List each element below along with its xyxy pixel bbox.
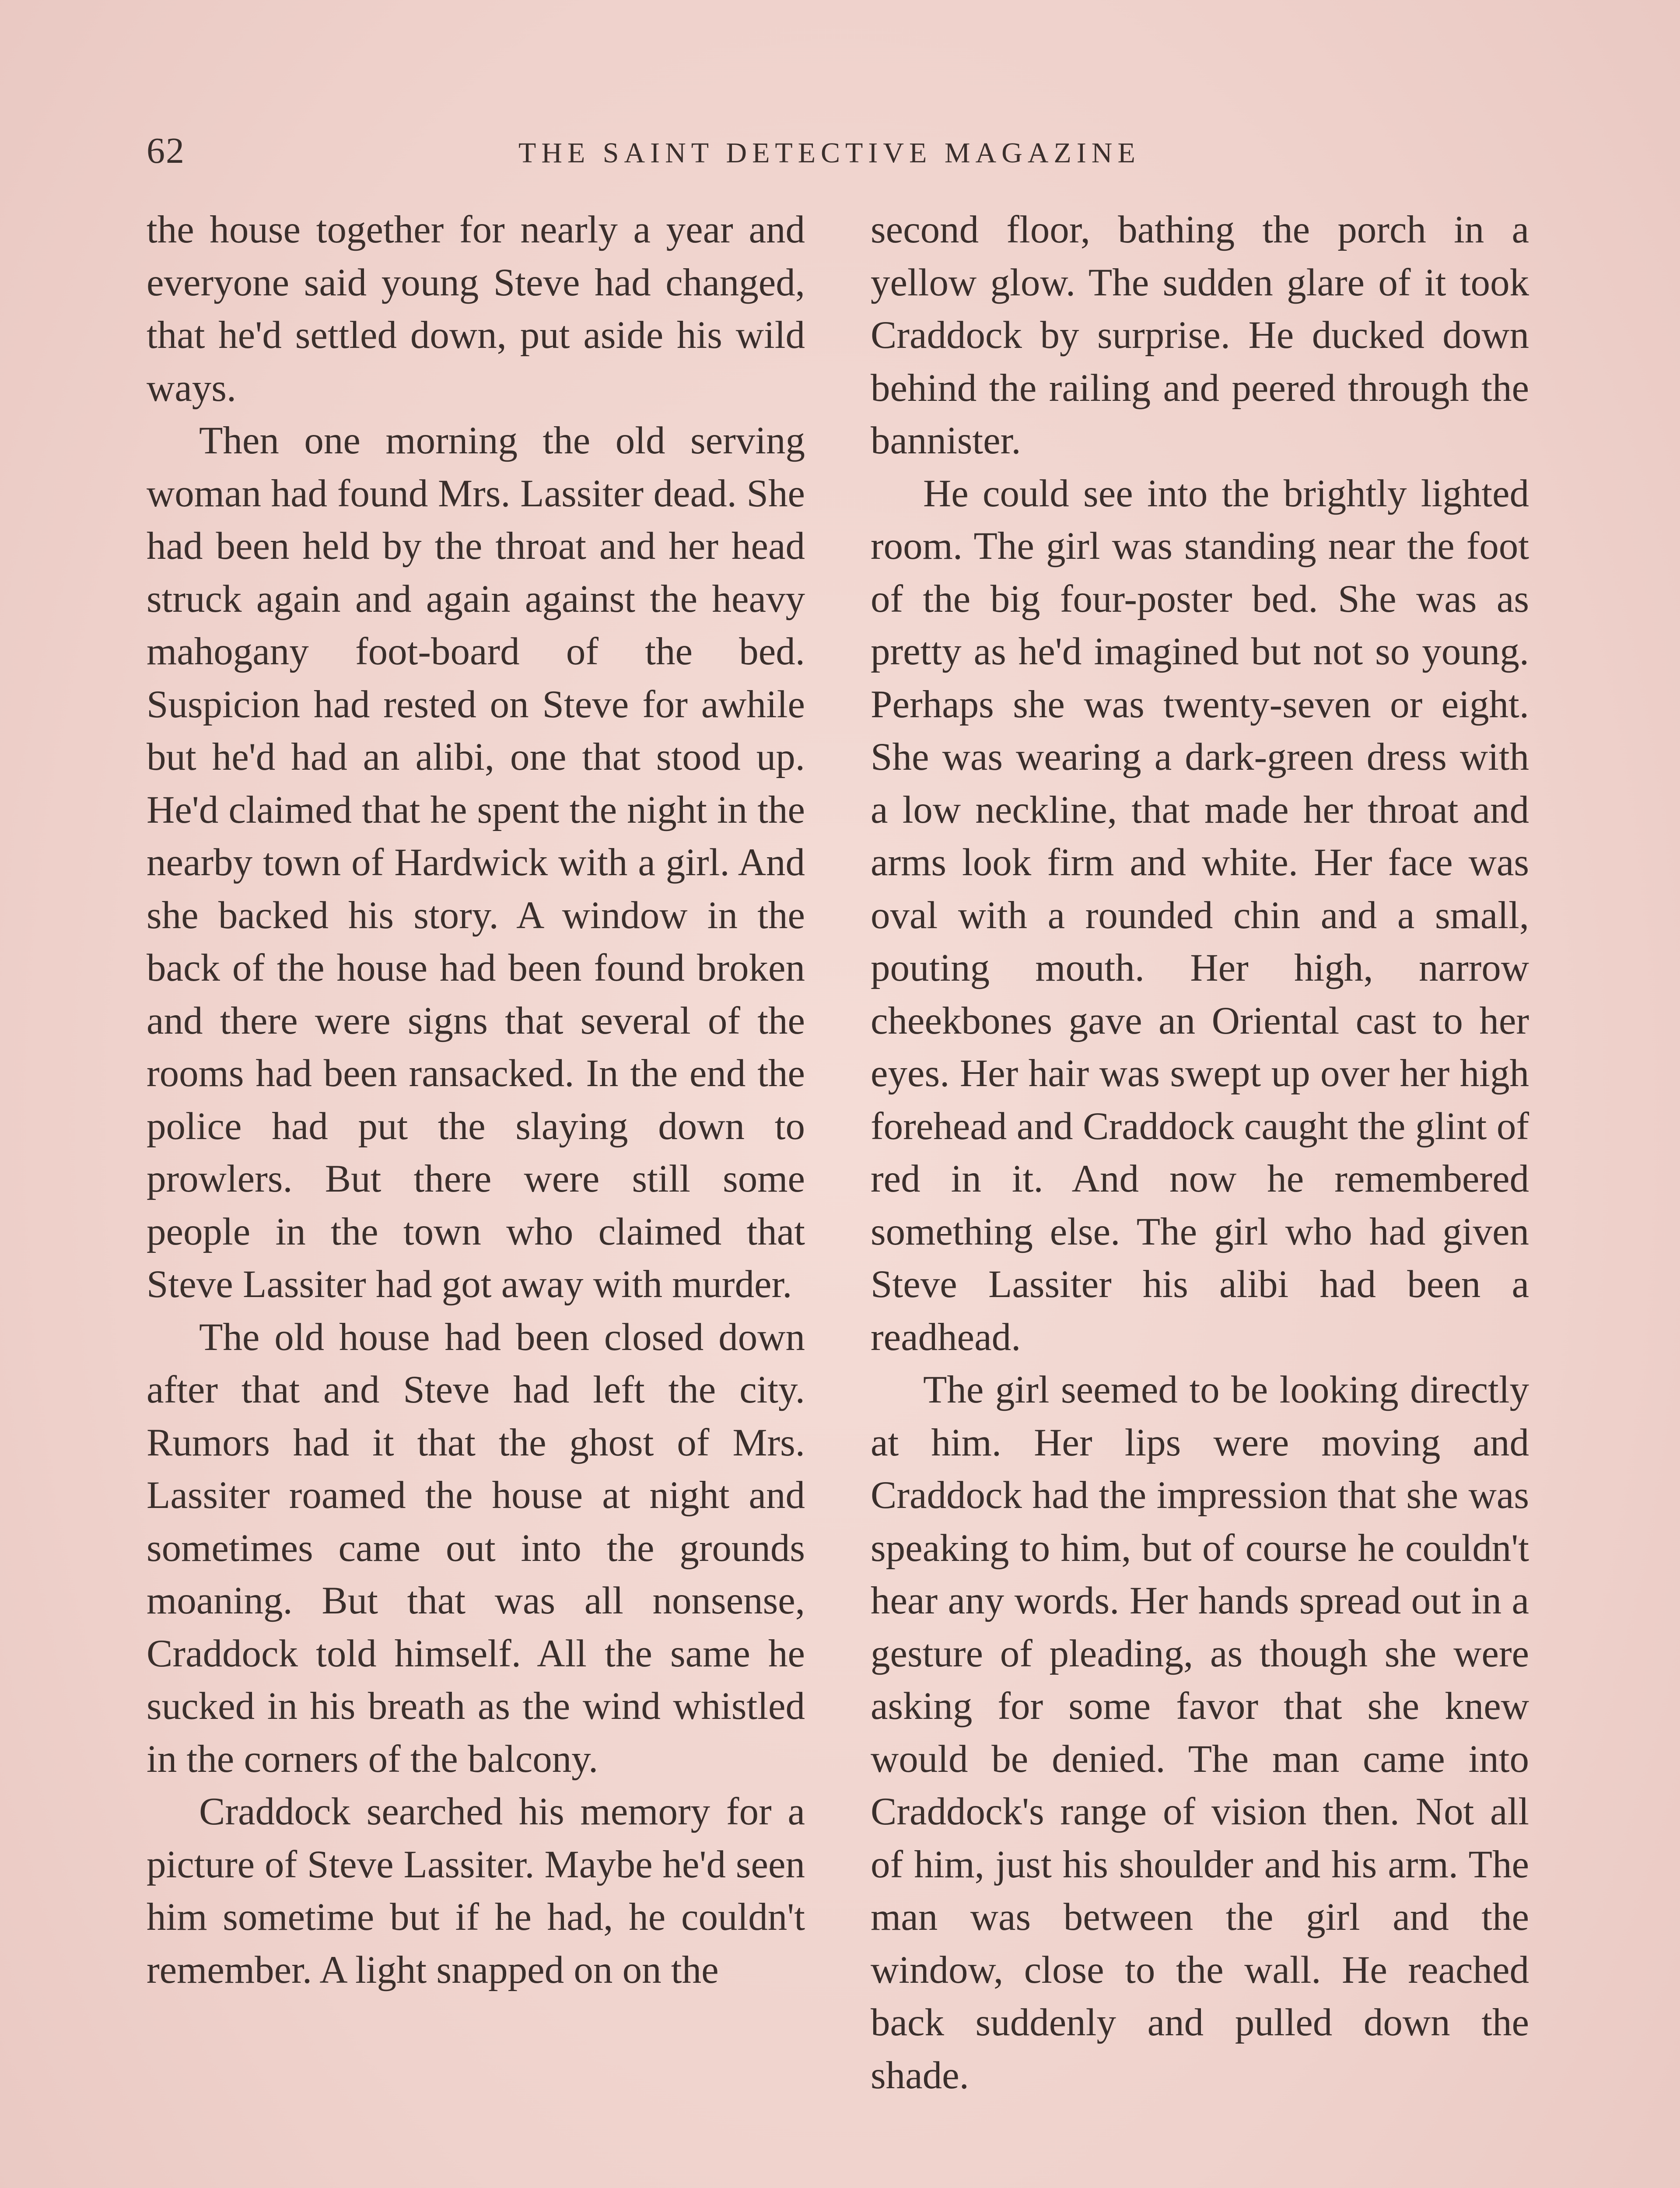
magazine-title: THE SAINT DETECTIVE MAGAZINE xyxy=(518,137,1141,169)
paragraph: He could see into the brightly lighted room. The girl was standing near the foot of the big four-poster bed. She was as pretty as he'd imagined but not so young. Perhaps she was twenty-seven or eight. She was wearing a dark-green dress with a low neckline, that made her throat and arms look firm and white. Her face was oval with a rounded chin and a small, pouting mouth. Her high, narrow cheekbones gave an Oriental cast to her eyes. Her hair was swept up over her high forehead and Craddock caught the glint of red in it. And now he remembered something else. The girl who had given Steve Lassiter his alibi had been a readhead. xyxy=(871,472,1529,1359)
paragraph: The old house had been closed down after that and Steve had left the city. Rumors had it that the ghost of Mrs. Lassiter roamed the house at night and sometimes came out into the grounds moaning. But that was all nonsense, Craddock told himself. All the same he sucked in his breath as the wind whistled in the corners of the balcony. xyxy=(147,1315,805,1781)
paragraph: Then one morning the old serving woman had found Mrs. Lassiter dead. She had been held by the throat and her head struck again and again against the heavy mahogany foot-board of the bed. Suspicion had rested on Steve for awhile but he'd had an alibi, one that stood up. He'd claimed that he spent the night in the nearby town of Hardwick with a girl. And she backed his story. A window in the back of the house had been found broken and there were signs that several of the rooms had been ransacked. In the end the police had put the slaying down to prowlers. But there were still some people in the town who claimed that Steve Lassiter had got away with murder. xyxy=(147,419,805,1306)
page-number: 62 xyxy=(147,130,185,171)
paragraph: second floor, bathing the porch in a yellow glow. The sudden glare of it took Craddock by surprise. He ducked down behind the railing and peered through the bannister. xyxy=(871,208,1529,462)
running-head xyxy=(147,127,1538,175)
paragraph: The girl seemed to be looking directly at him. Her lips were moving and Craddock had the impression that she was speaking to him, but of course he couldn't hear any words. Her hands spread out in a gesture of pleading, as though she were asking for some favor that she knew would be denied. The man came into Craddock's range of vision then. Not all of him, just his shoulder and his arm. The man was between the girl and the window, close to the wall. He reached back suddenly and pulled down the shade. xyxy=(871,1368,1529,2097)
paragraph: Craddock searched his memory for a picture of Steve Lassiter. Maybe he'd seen him sometime but if he had, he couldn't remember. A light snapped on on the xyxy=(147,1790,805,1992)
right-text-column xyxy=(871,203,1529,2102)
paragraph: the house together for nearly a year and everyone said young Steve had changed, that he'd settled down, put aside his wild ways. xyxy=(147,208,805,410)
left-text-column xyxy=(147,203,805,1996)
